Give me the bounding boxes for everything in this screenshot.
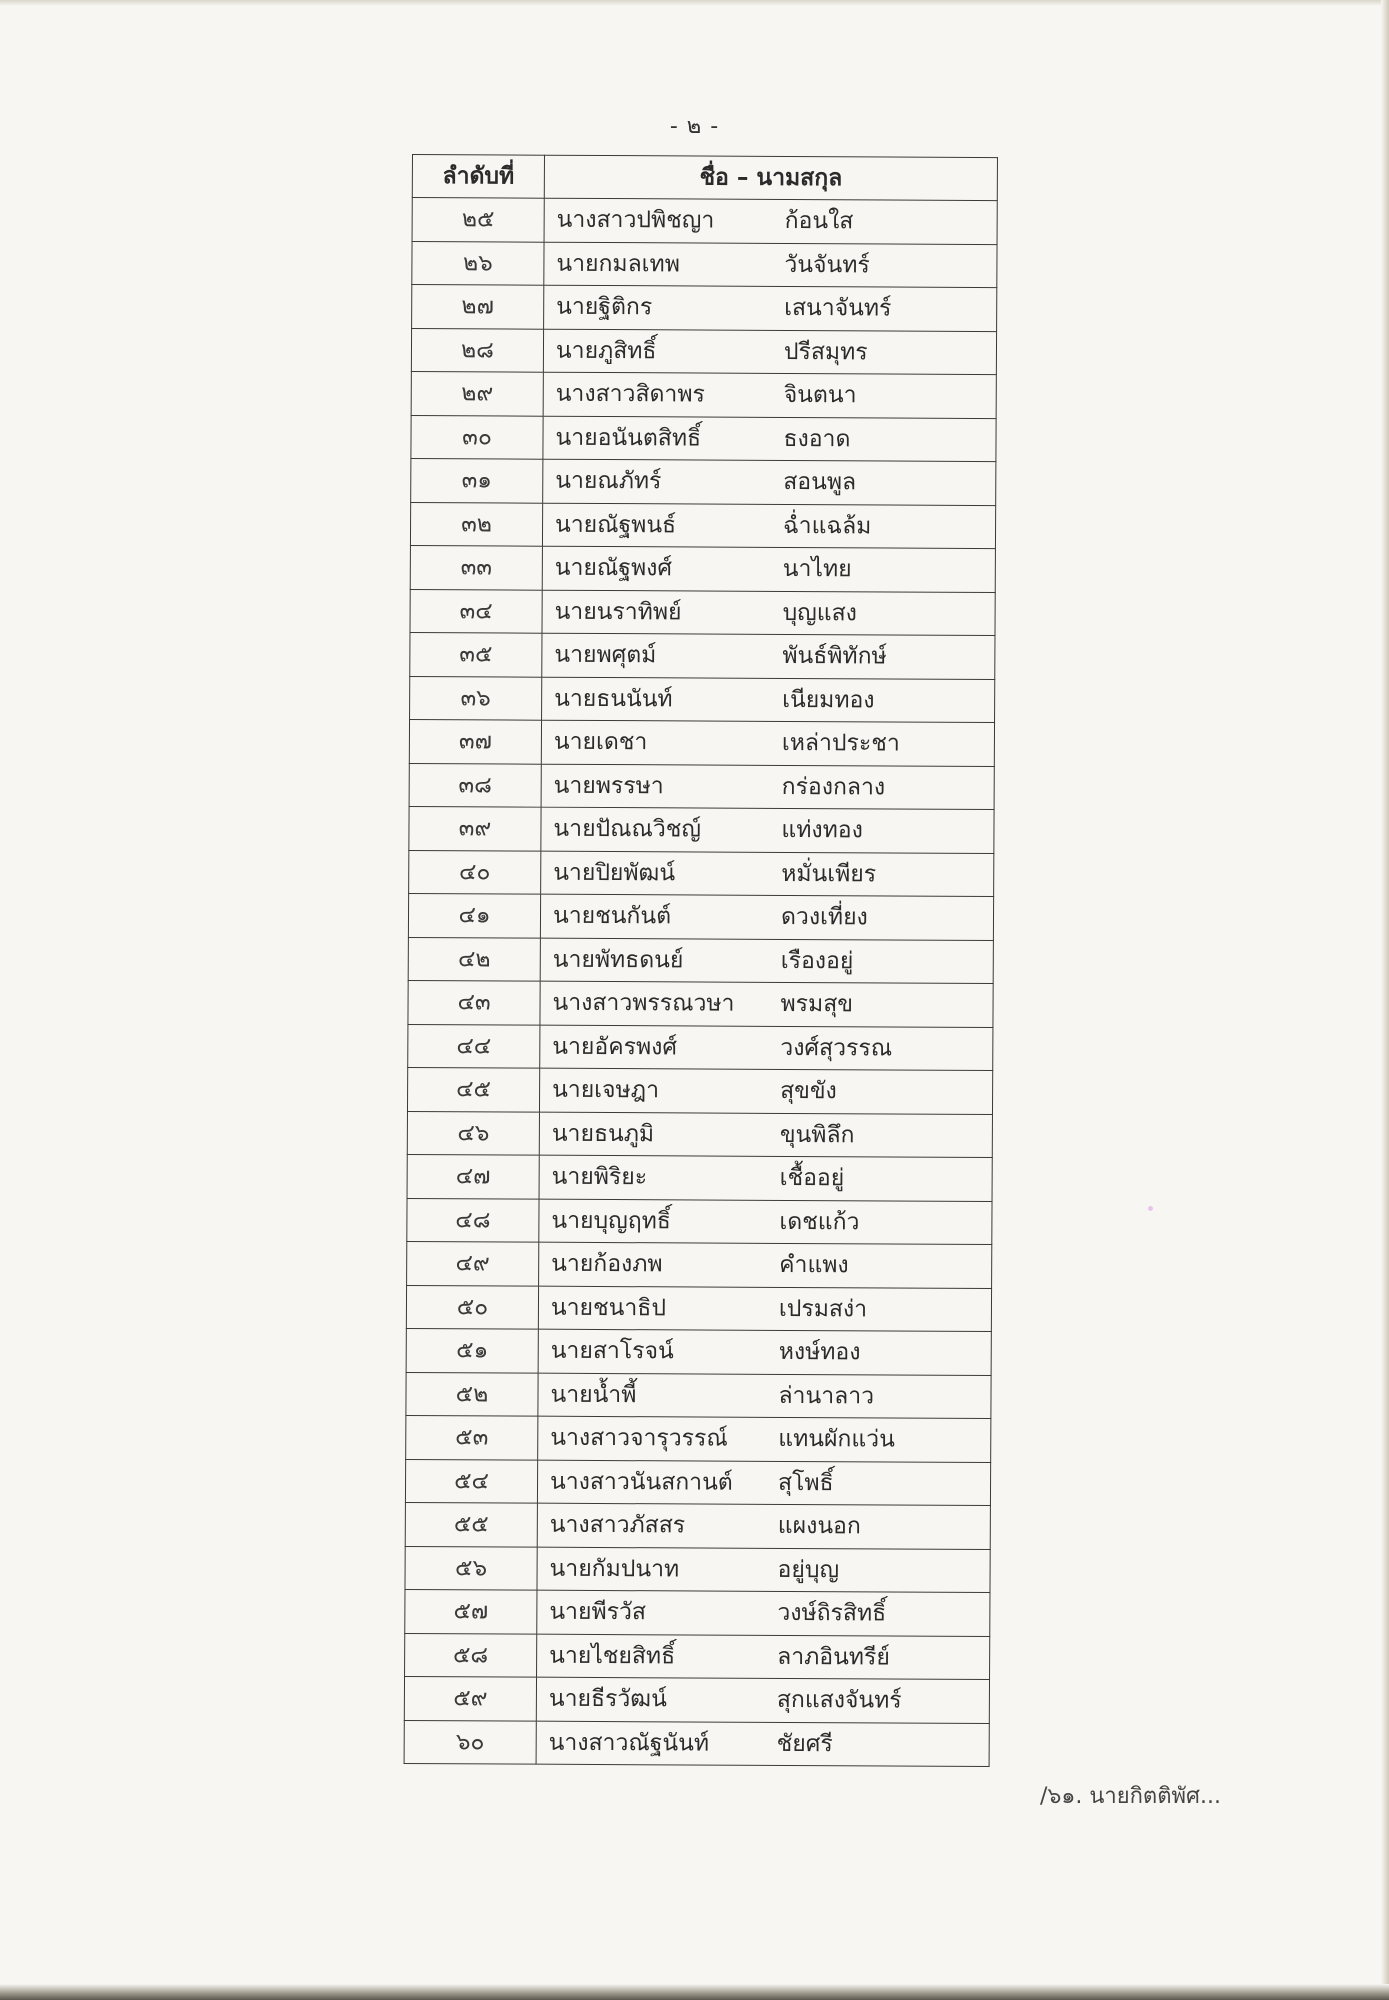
table-header	[412, 155, 997, 201]
table-row	[407, 1198, 992, 1245]
table-row	[407, 1241, 992, 1288]
last-name: คำแพง	[779, 1252, 849, 1279]
row-number: ๓๔	[410, 589, 542, 633]
table-row	[406, 1372, 991, 1419]
column-header-order: ลำดับที่	[412, 155, 544, 199]
row-full-name	[544, 285, 997, 331]
row-full-name	[538, 1329, 991, 1375]
first-name: นายพัทธดนย์	[552, 946, 684, 974]
table-row	[405, 1546, 990, 1593]
last-name: วันจันทร์	[784, 251, 870, 279]
table-row	[411, 415, 996, 462]
row-full-name	[539, 1155, 992, 1201]
table-row	[412, 285, 997, 332]
row-number: ๔๕	[407, 1067, 539, 1111]
last-name: บุญแสง	[782, 599, 857, 627]
row-number: ๕๑	[406, 1328, 538, 1372]
table-row	[407, 1067, 992, 1114]
first-name: นายธีรวัฒน์	[548, 1685, 667, 1713]
table-row	[406, 1285, 991, 1332]
page-top-edge	[0, 0, 1389, 6]
table-row	[410, 632, 995, 679]
row-number: ๕๐	[406, 1285, 538, 1329]
row-number: ๕๖	[405, 1546, 537, 1590]
row-full-name	[538, 1416, 991, 1462]
row-number: ๕๕	[405, 1502, 537, 1546]
first-name: นายสาโรจน์	[550, 1337, 674, 1365]
first-name: นายปิยพัฒน์	[553, 859, 676, 887]
row-number: ๕๘	[405, 1633, 537, 1677]
row-full-name	[541, 720, 994, 766]
row-full-name	[537, 1503, 990, 1549]
table-row	[404, 1676, 989, 1723]
row-number: ๒๘	[411, 328, 543, 372]
first-name: นายชนาธิป	[550, 1294, 667, 1322]
table-row	[410, 676, 995, 723]
last-name: เนียมทอง	[782, 686, 875, 714]
last-name: แผงนอก	[777, 1513, 861, 1540]
last-name: ชัยศรี	[776, 1730, 833, 1757]
row-full-name	[542, 677, 995, 723]
row-full-name	[541, 807, 994, 853]
last-name: จินตนา	[783, 382, 857, 409]
last-name: ฉ่ำแฉล้ม	[782, 512, 872, 540]
row-full-name	[539, 1199, 992, 1245]
table-row	[409, 763, 994, 810]
last-name: พรมสุข	[780, 991, 854, 1018]
row-full-name	[540, 894, 993, 940]
table-row	[408, 980, 993, 1027]
table-row	[409, 719, 994, 766]
first-name: นายปัณณวิชญ์	[553, 816, 702, 843]
last-name: หงษ์ทอง	[778, 1339, 861, 1366]
first-name: นายณภัทร์	[555, 468, 662, 495]
first-name: นายเดชา	[553, 729, 648, 756]
first-name: นายกัมปนาท	[549, 1555, 680, 1583]
table-row	[409, 850, 994, 897]
last-name: ก้อนใส	[784, 208, 854, 235]
last-name: ดวงเที่ยง	[780, 904, 868, 931]
first-name: นายอนันตสิทธิ์	[555, 424, 702, 452]
first-name: นายไชยสิทธิ์	[549, 1642, 676, 1670]
first-name: นายนราทิพย์	[554, 598, 682, 626]
row-full-name	[539, 1068, 992, 1114]
first-name: นายพิริยะ	[551, 1163, 648, 1191]
last-name: อยู่บุญ	[777, 1556, 840, 1584]
table-row	[411, 458, 996, 505]
row-number: ๔๘	[407, 1198, 539, 1242]
row-number: ๓๒	[410, 502, 542, 546]
last-name: สอนพูล	[783, 469, 857, 496]
table-row	[411, 328, 996, 375]
first-name: นางสาวจารุวรรณ์	[550, 1424, 728, 1452]
row-full-name	[538, 1286, 991, 1332]
column-header-name: ชื่อ – นามสกุล	[544, 155, 997, 200]
last-name: หมั่นเพียร	[781, 860, 877, 888]
row-number: ๖๐	[404, 1720, 536, 1764]
first-name: นายภูสิทธิ์	[555, 337, 657, 365]
last-name: กร่องกลาง	[781, 773, 886, 801]
row-full-name	[539, 1112, 992, 1158]
row-number: ๓๗	[409, 719, 541, 763]
first-name: นางสาวนันสกานต์	[549, 1468, 733, 1496]
last-name: ลาภอินทรีย์	[777, 1643, 890, 1671]
first-name: นางสาวพรรณวษา	[552, 989, 735, 1017]
row-number: ๓๓	[410, 545, 542, 589]
row-full-name	[540, 981, 993, 1027]
row-number: ๔๑	[408, 893, 540, 937]
first-name: นายธนภูมิ	[551, 1120, 655, 1148]
table-row	[410, 589, 995, 636]
table-row	[408, 893, 993, 940]
row-number: ๔๙	[407, 1241, 539, 1285]
row-full-name	[541, 764, 994, 810]
table-row	[412, 241, 997, 288]
last-name: เสนาจันทร์	[784, 295, 892, 322]
row-full-name	[540, 938, 993, 984]
last-name: วงษ์ถิรสิทธิ์	[777, 1600, 887, 1627]
row-full-name	[538, 1373, 991, 1419]
table-row	[405, 1502, 990, 1549]
last-name: สุกแสงจันทร์	[776, 1687, 902, 1714]
table-row	[407, 1111, 992, 1158]
row-full-name	[537, 1634, 990, 1680]
table-row	[410, 502, 995, 549]
last-name: ปรีสมุทร	[783, 338, 868, 366]
first-name: นายชนกันต์	[552, 902, 672, 930]
row-full-name	[536, 1677, 989, 1723]
last-name: พันธ์พิทักษ์	[782, 643, 887, 670]
table-row	[408, 937, 993, 984]
row-number: ๕๙	[404, 1676, 536, 1720]
last-name: สุขขัง	[780, 1078, 837, 1105]
row-number: ๓๐	[411, 415, 543, 459]
row-number: ๓๖	[410, 676, 542, 720]
row-full-name	[544, 198, 997, 244]
row-number: ๓๘	[409, 763, 541, 807]
row-full-name	[540, 1025, 993, 1071]
last-name: เปรมสง่า	[778, 1295, 868, 1323]
first-name: นายพีรวัส	[549, 1598, 647, 1626]
row-full-name	[536, 1721, 989, 1767]
name-roster-table	[404, 154, 998, 1767]
first-name: นายกมลเทพ	[556, 250, 680, 278]
table-body	[404, 198, 997, 1767]
last-name: แท่งทอง	[781, 817, 863, 844]
page-bottom-edge	[0, 1984, 1389, 2000]
first-name: นายบุญฤทธิ์	[551, 1207, 671, 1235]
row-number: ๕๗	[405, 1589, 537, 1633]
first-name: นายพรรษา	[553, 772, 664, 800]
row-full-name	[542, 503, 995, 549]
row-number: ๒๖	[412, 241, 544, 285]
table-row	[409, 806, 994, 853]
last-name: วงศ์สุวรรณ	[780, 1034, 893, 1062]
first-name: นายฐิติกร	[556, 294, 653, 321]
table-row	[404, 1720, 989, 1767]
first-name: นายณัฐพงศ์	[554, 555, 673, 582]
table-row	[405, 1633, 990, 1680]
table-row	[408, 1024, 993, 1071]
row-full-name	[542, 633, 995, 679]
paper-speck	[1148, 1206, 1153, 1211]
first-name: นางสาวภัสสร	[549, 1511, 686, 1539]
first-name: นายน้ำพี้	[550, 1381, 637, 1408]
table-row	[411, 371, 996, 418]
first-name: นายเจษฎา	[552, 1076, 660, 1104]
first-name: นายก้องภพ	[551, 1250, 663, 1278]
row-full-name	[537, 1590, 990, 1636]
row-number: ๕๒	[406, 1372, 538, 1416]
continuation-note: /๖๑. นายกิตติพัศ...	[1040, 1784, 1221, 1809]
table-row	[405, 1459, 990, 1506]
row-full-name	[537, 1460, 990, 1506]
table-row	[406, 1415, 991, 1462]
row-number: ๔๖	[407, 1111, 539, 1155]
row-full-name	[543, 459, 996, 505]
last-name: ขุนพิลึก	[779, 1121, 855, 1149]
row-number: ๔๒	[408, 937, 540, 981]
last-name: นาไทย	[782, 556, 852, 583]
last-name: แทนผักแว่น	[778, 1426, 895, 1453]
row-full-name	[543, 372, 996, 418]
first-name: นางสาวปพิชญา	[556, 207, 715, 234]
row-number: ๔๐	[409, 850, 541, 894]
row-number: ๕๓	[406, 1415, 538, 1459]
row-number: ๕๔	[405, 1459, 537, 1503]
row-number: ๓๕	[410, 632, 542, 676]
first-name: นางสาวสิดาพร	[555, 381, 705, 408]
first-name: นายณัฐพนธ์	[554, 511, 677, 539]
row-number: ๓๑	[411, 458, 543, 502]
last-name: เชื้ออยู่	[779, 1165, 845, 1192]
row-number: ๒๕	[412, 198, 544, 242]
table-row	[405, 1589, 990, 1636]
table-row	[406, 1328, 991, 1375]
row-full-name	[542, 546, 995, 592]
first-name: นายอัครพงศ์	[552, 1033, 678, 1061]
last-name: ธงอาด	[783, 425, 851, 453]
table-header-row	[412, 155, 997, 201]
row-full-name	[541, 851, 994, 897]
row-number: ๔๓	[408, 980, 540, 1024]
page-number: - ๒ -	[669, 114, 720, 139]
first-name: นายธนนันท์	[554, 685, 673, 713]
table-row	[410, 545, 995, 592]
row-number: ๓๙	[409, 806, 541, 850]
row-number: ๔๗	[407, 1154, 539, 1198]
row-full-name	[543, 329, 996, 375]
table-row	[412, 198, 997, 245]
table-row	[407, 1154, 992, 1201]
last-name: ล่านาลาว	[778, 1382, 875, 1410]
row-full-name	[539, 1242, 992, 1288]
row-number: ๔๔	[408, 1024, 540, 1068]
first-name: นางสาวณัฐนันท์	[548, 1729, 710, 1757]
first-name: นายพศุตม์	[554, 642, 657, 669]
row-full-name	[537, 1547, 990, 1593]
last-name: เดชแก้ว	[779, 1208, 860, 1236]
last-name: สุโพธิ์	[777, 1469, 834, 1496]
row-number: ๒๙	[411, 371, 543, 415]
page-right-edge	[1381, 0, 1389, 2000]
row-full-name	[543, 416, 996, 462]
row-full-name	[542, 590, 995, 636]
last-name: เรืองอยู่	[780, 947, 854, 975]
last-name: เหล่าประชา	[781, 730, 900, 757]
row-number: ๒๗	[412, 285, 544, 329]
row-full-name	[544, 242, 997, 288]
